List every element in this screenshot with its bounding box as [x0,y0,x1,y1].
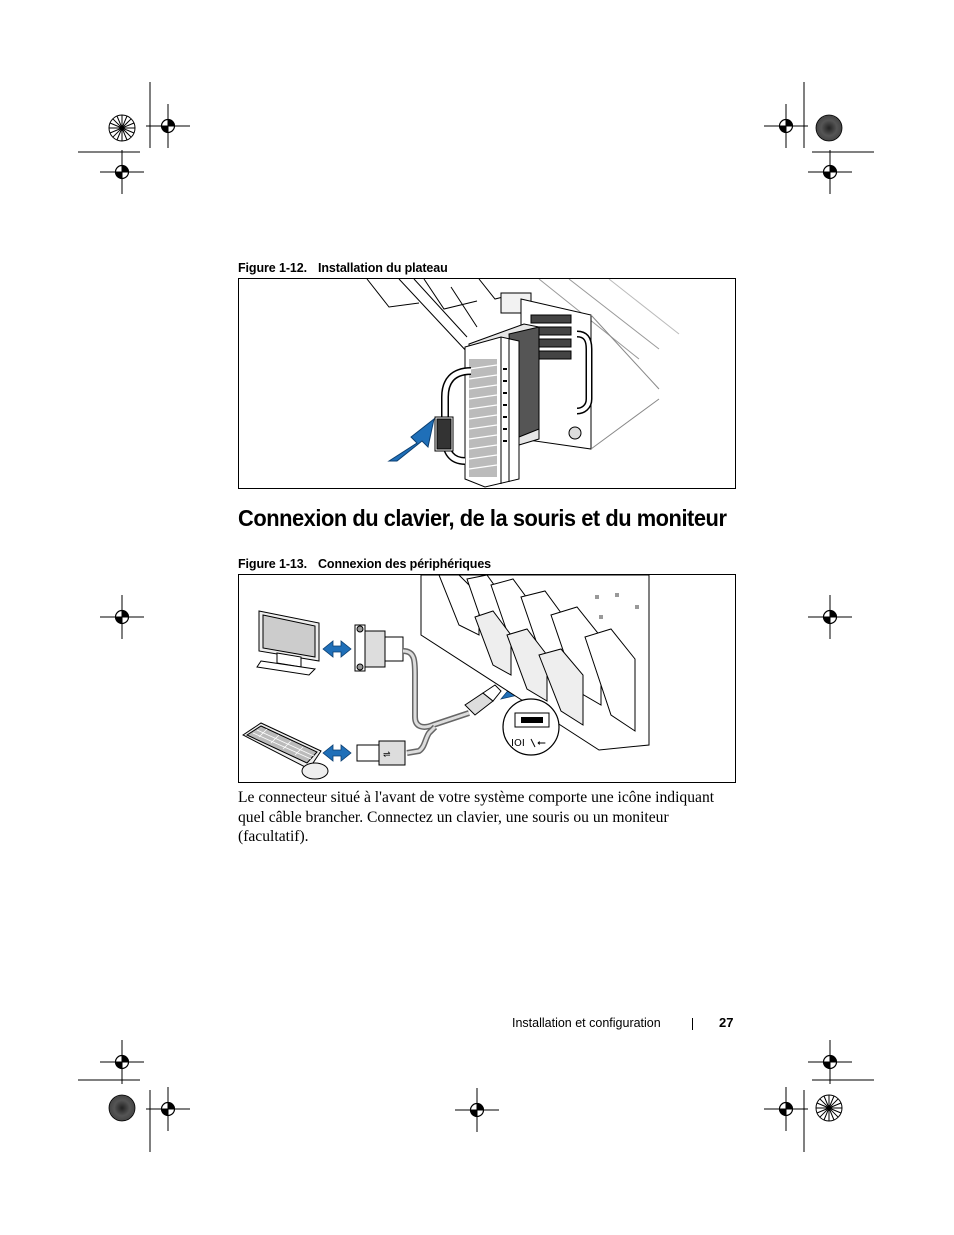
peripheral-connection-drawing [239,575,736,783]
svg-text:IOI: IOI [511,738,525,749]
tray-installation-drawing [239,279,736,489]
figure-12-illustration [238,278,736,489]
footer-section-label: Installation et configuration [512,1016,661,1030]
usb-port-callout [503,699,559,755]
figure-12-title: Installation du plateau [318,261,448,275]
mouse-icon [302,763,328,779]
usb-icon: ⭠ [537,736,546,749]
svg-text:⇌: ⇌ [383,750,391,760]
footer-separator [692,1018,693,1030]
page-number: 27 [719,1015,734,1030]
figure-13-title: Connexion des périphériques [318,557,492,571]
monitor-icon [257,611,319,675]
vga-connector [355,625,403,671]
section-heading: Connexion du clavier, de la souris et du moniteur [238,505,727,531]
figure-13-caption [238,557,491,571]
keyboard-icon [243,723,321,769]
figure-12-caption [238,261,448,275]
figure-13-number: Figure 1-13. [238,557,307,571]
figure-13-illustration [238,574,736,783]
body-paragraph: Le connecteur situé à l'avant de votre système comporte une icône indiquant quel câble brancher. Connectez un clavier, une souris ou un moniteur (facultatif). [238,789,715,845]
figure-12-number: Figure 1-12. [238,261,307,275]
usb-plug [357,741,405,765]
